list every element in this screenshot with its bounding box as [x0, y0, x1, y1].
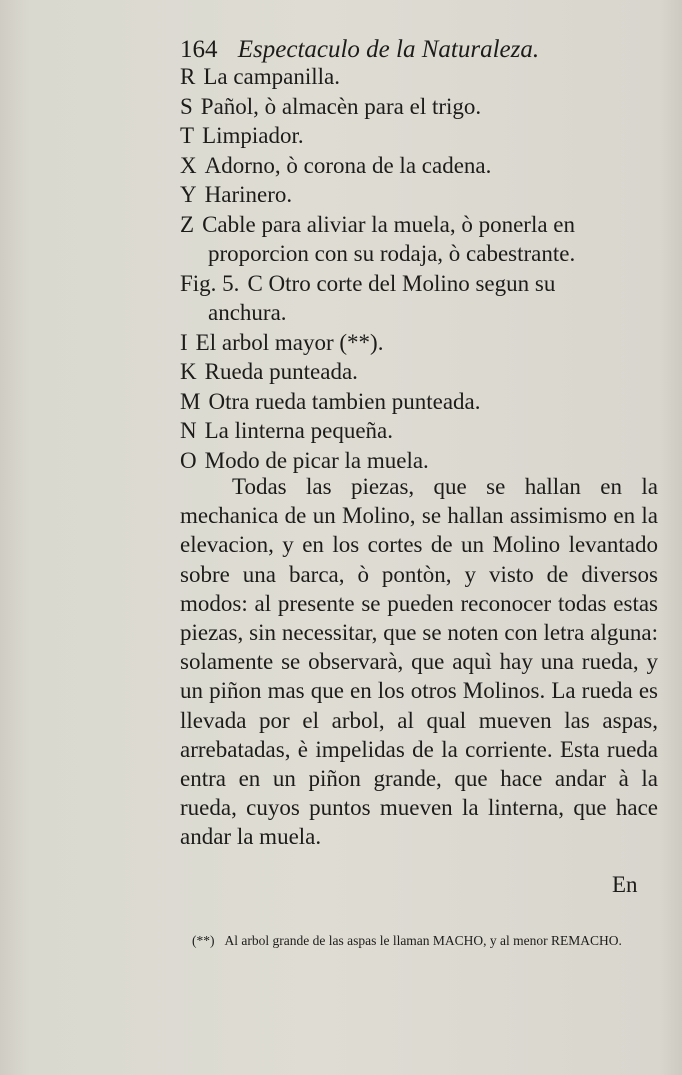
figure-legend [180, 62, 658, 475]
catchword: En [612, 872, 638, 897]
legend-entry: M Otra rueda tambien punteada. [180, 388, 481, 414]
legend-entry: S Pañol, ò almacèn para el trigo. [180, 93, 482, 119]
legend-entry: R La campanilla. [180, 64, 340, 89]
running-title: Espectaculo de la Naturaleza. [237, 36, 540, 63]
legend-entry: Fig. 5. C Otro corte del Molino segun su anchura. [180, 270, 556, 325]
body-paragraph: Todas las piezas, que se hallan en la mechanica de un Molino, se hallan assimismo en la elevacion, y en los cortes de un Molino levantado sobre una barca, ò pontòn, y visto de diversos modos: al presente se pueden reconocer todas estas piezas, sin necessitar, que se noten con letra alguna: solamente se observarà, que aquì hay una rueda, y un piñon mas que en los otros Molinos. La rueda es llevada por el arbol, al qual mueven las aspas, arrebatadas, è impelidas de la corriente. Esta rueda entra en un piñon grande, que hace andar à la rueda, cuyos puntos mueven la linterna, que hace andar la muela. [180, 474, 658, 850]
legend-entry: O Modo de picar la muela. [180, 447, 429, 473]
legend-entry: N La linterna pequeña. [180, 418, 394, 443]
legend-entry: K Rueda punteada. [180, 359, 358, 384]
legend-entry: Z Cable para aliviar la muela, ò ponerla en proporcion con su rodaja, ò cabestrante. [180, 211, 576, 266]
legend-entry: Y Harinero. [180, 182, 293, 207]
footnote-mark: (**) [192, 933, 215, 948]
legend-entry: X Adorno, ò corona de la cadena. [180, 152, 492, 178]
footnote-text: Al arbol grande de las aspas le llaman MACHO, y al menor REMACHO. [224, 933, 622, 948]
legend-entry: T Limpiador. [180, 123, 304, 148]
page-number: 164 [180, 36, 218, 63]
running-header [180, 36, 650, 64]
legend-entry: I El arbol mayor (**). [180, 329, 384, 355]
footnote [174, 930, 662, 952]
